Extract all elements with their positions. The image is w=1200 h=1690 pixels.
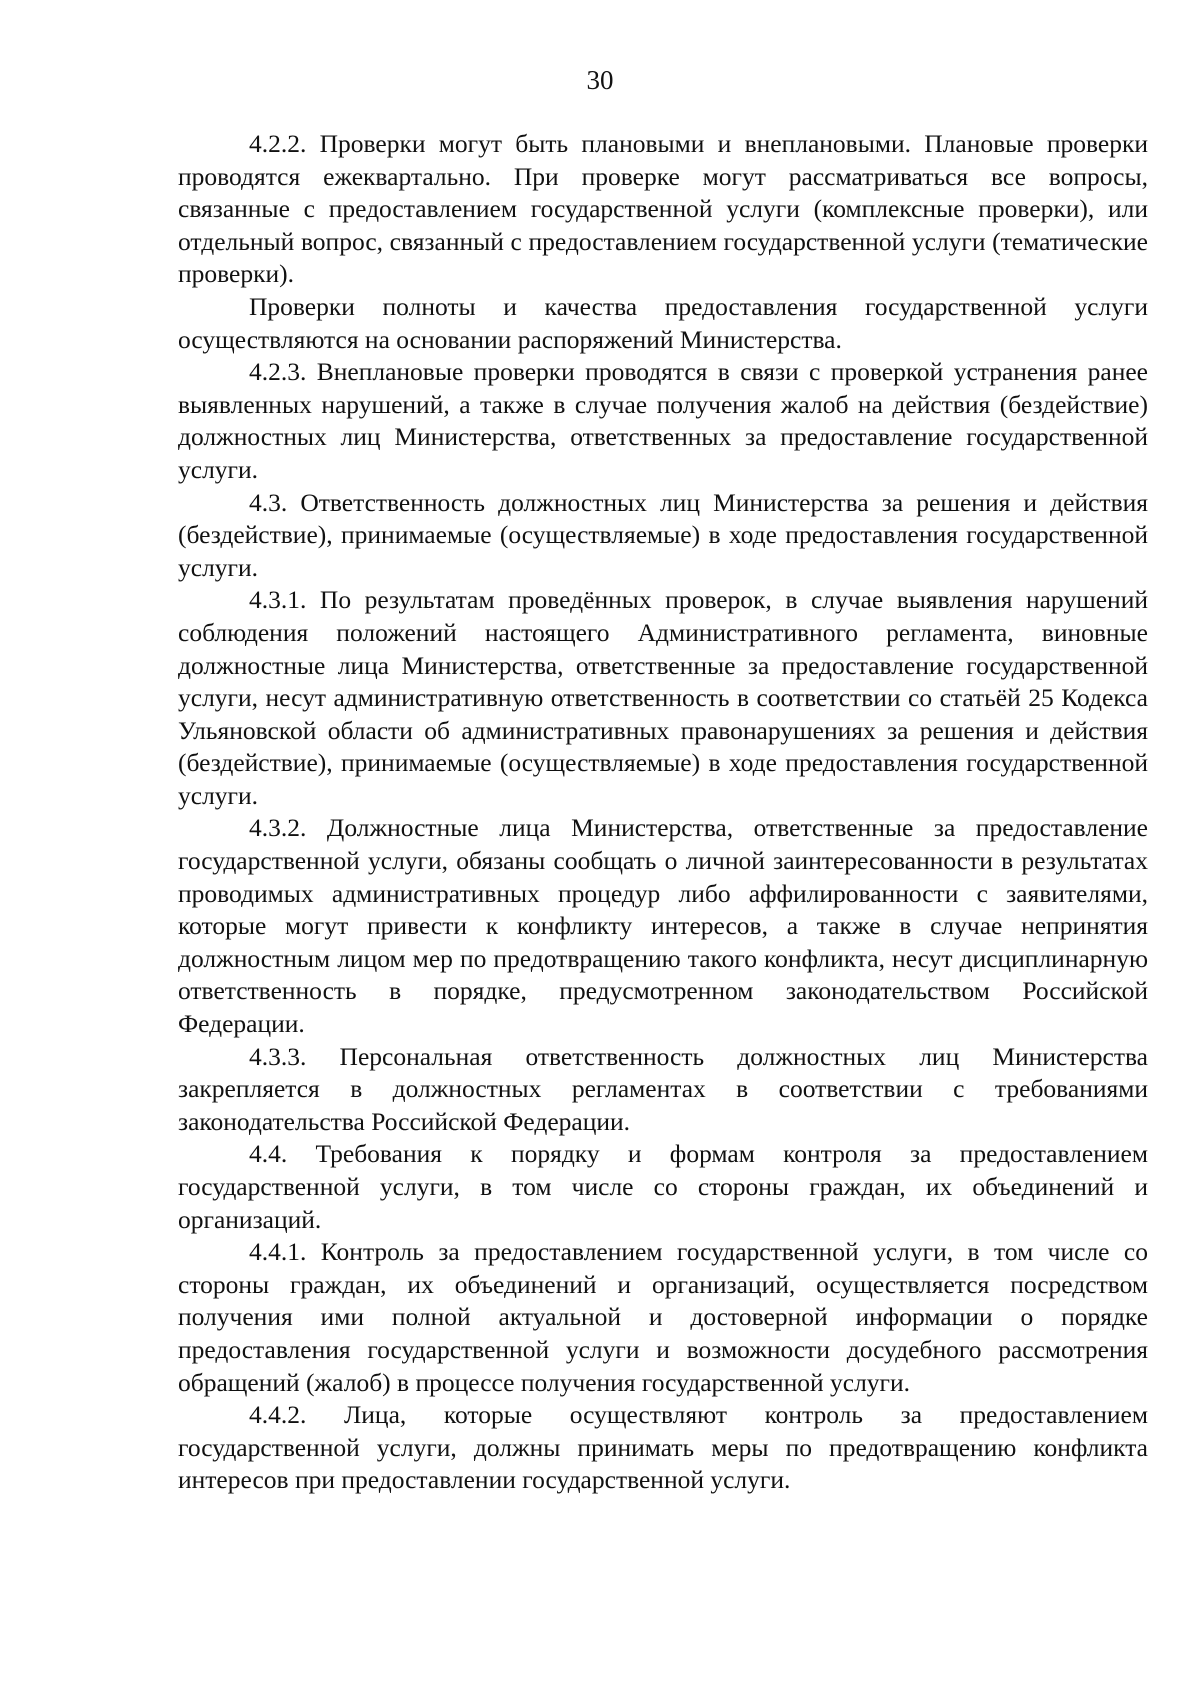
paragraph-inspections-basis: Проверки полноты и качества предоставления государственной услуги осуществляются на основании распоряжений Министерства. <box>178 291 1148 354</box>
document-body <box>178 128 1148 1497</box>
paragraph-4-3: 4.3. Ответственность должностных лиц Министерства за решения и действия (бездействие), принимаемые (осуществляемые) в ходе предоставления государственной услуги. <box>178 487 1148 582</box>
paragraph-4-4-2: 4.4.2. Лица, которые осуществляют контроль за предоставлением государственной услуги, должны принимать меры по предотвращению конфликта интересов при предоставлении государственной услуги. <box>178 1400 1148 1495</box>
paragraph-4-2-3: 4.2.3. Внеплановые проверки проводятся в связи с проверкой устранения ранее выявленных нарушений, а также в случае получения жалоб на действия (бездействие) должностных лиц Министерства, ответственных за предоставление государственной услуги. <box>178 357 1148 484</box>
page-number: 30 <box>586 65 614 95</box>
paragraph-4-3-3: 4.3.3. Персональная ответственность должностных лиц Министерства закрепляется в должностных регламентах в соответствии с требованиями законодательства Российской Федерации. <box>178 1041 1148 1136</box>
paragraph-4-4-1: 4.4.1. Контроль за предоставлением государственной услуги, в том числе со стороны граждан, их объединений и организаций, осуществляется посредством получения ими полной актуальной и достоверной информации о порядке предоставления государственной услуги и возможности досудебного рассмотрения обращений (жалоб) в процессе получения государственной услуги. <box>178 1237 1148 1397</box>
paragraph-4-2-2: 4.2.2. Проверки могут быть плановыми и внеплановыми. Плановые проверки проводятся ежеквартально. При проверке могут рассматриваться все вопросы, связанные с предоставлением государственной услуги (комплексные проверки), или отдельный вопрос, связанный с предоставлением государственной услуги (тематические проверки). <box>178 129 1148 289</box>
paragraph-4-3-1: 4.3.1. По результатам проведённых проверок, в случае выявления нарушений соблюдения положений настоящего Административного регламента, виновные должностные лица Министерства, ответственные за предоставление государственной услуги, несут административную ответственность в соответствии со статьёй 25 Кодекса Ульяновской области об административных правонарушениях за решения и действия (бездействие), принимаемые (осуществляемые) в ходе предоставления государственной услуги. <box>178 585 1148 810</box>
paragraph-4-4: 4.4. Требования к порядку и формам контроля за предоставлением государственной услуги, в том числе со стороны граждан, их объединений и организаций. <box>178 1139 1148 1234</box>
paragraph-4-3-2: 4.3.2. Должностные лица Министерства, ответственные за предоставление государственной услуги, обязаны сообщать о личной заинтересованности в результатах проводимых административных процедур либо аффилированности с заявителями, которые могут привести к конфликту интересов, а также в случае непринятия должностным лицом мер по предотвращению такого конфликта, несут дисциплинарную ответственность в порядке, предусмотренном законодательством Российской Федерации. <box>178 813 1148 1039</box>
